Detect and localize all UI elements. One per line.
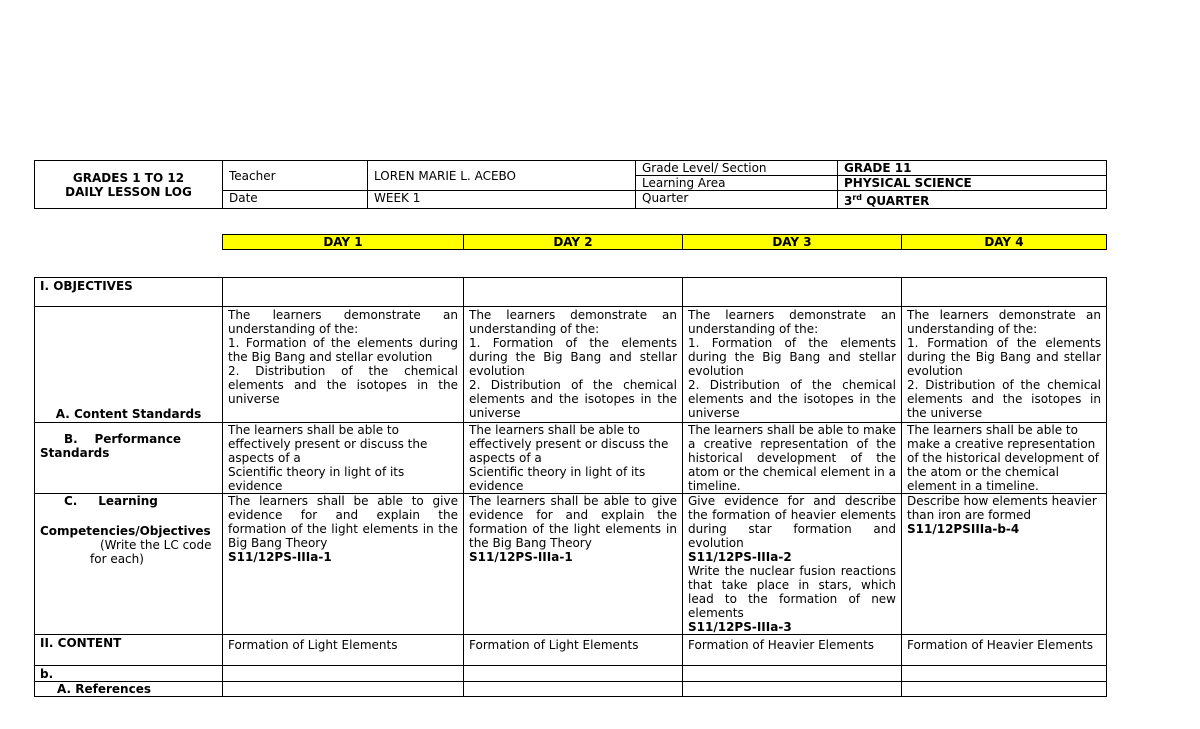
- lc-code: S11/12PS-IIIa-2: [688, 550, 792, 564]
- performance-standards-day-4: [902, 423, 1107, 494]
- day-3-header: DAY 3: [683, 235, 902, 250]
- day-4-header: DAY 4: [902, 235, 1107, 250]
- lc-line3: (Write the LC code: [100, 538, 212, 552]
- ps-line: evidence: [469, 479, 524, 493]
- row-b-day-3: [683, 666, 902, 682]
- ps-word2: Standards: [40, 446, 110, 460]
- ps-letter: B.: [64, 432, 78, 446]
- row-b-day-1: [223, 666, 464, 682]
- competencies-day-1: [223, 494, 464, 635]
- ps-line: Scientific theory in light of its: [469, 465, 646, 479]
- lc-code: S11/12PS-IIIa-1: [228, 550, 332, 564]
- area-label: Learning Area: [636, 176, 838, 191]
- competencies-day-2: [464, 494, 683, 635]
- lesson-log-header: [34, 160, 1107, 209]
- lc-word: Learning: [98, 494, 158, 508]
- day-1-header: DAY 1: [223, 235, 464, 250]
- ps-line: aspects of a: [228, 451, 301, 465]
- references-day-2: [464, 682, 683, 697]
- references-day-3: [683, 682, 902, 697]
- ps-line: The learners shall be able to: [907, 423, 1078, 437]
- ps-line: The learners shall be able to: [228, 423, 399, 437]
- teacher-label: Teacher: [223, 161, 368, 191]
- quarter-number: 3: [844, 194, 853, 208]
- competencies-label: [35, 494, 223, 635]
- quarter-rest: QUARTER: [862, 194, 930, 208]
- cs-line: 1. Formation of the elements during the Big Bang and stellar evolution: [469, 336, 677, 378]
- content-standards-day-2: [464, 307, 683, 423]
- lc-text: Write the nuclear fusion reactions that take place in stars, which lead to the formation of new elements: [688, 564, 896, 620]
- ps-line: The learners shall be able to make a creative representation of the historical development of the atom or the chemical element in a timeline.: [688, 423, 896, 493]
- lc-code: S11/12PSIIIa-b-4: [907, 522, 1020, 536]
- references-label: A. References: [35, 682, 223, 697]
- row-b-label: b.: [35, 666, 223, 682]
- day-2-header: DAY 2: [464, 235, 683, 250]
- ps-line: Scientific theory in light of its: [228, 465, 405, 479]
- objectives-day-1: [223, 278, 464, 307]
- grade-value: GRADE 11: [838, 161, 1107, 176]
- ps-line: effectively present or discuss the: [228, 437, 428, 451]
- performance-standards-row: [35, 423, 1107, 494]
- content-day-4: Formation of Heavier Elements: [902, 635, 1107, 666]
- lc-line2: Competencies/Objectives: [40, 524, 211, 538]
- ps-line: of the historical development of: [907, 451, 1100, 465]
- cs-line: 1. Formation of the elements during the Big Bang and stellar evolution: [228, 336, 458, 364]
- area-value: PHYSICAL SCIENCE: [838, 176, 1107, 191]
- teacher-value: LOREN MARIE L. ACEBO: [368, 161, 636, 191]
- lc-text: The learners shall be able to give evidence for and explain the formation of the light elements in the Big Bang Theory: [469, 494, 677, 550]
- content-row: [35, 635, 1107, 666]
- ps-line: make a creative representation: [907, 437, 1096, 451]
- content-standards-label: A. Content Standards: [35, 307, 223, 423]
- objectives-day-4: [902, 278, 1107, 307]
- title-line-1: GRADES 1 TO 12: [72, 170, 185, 185]
- lc-text: Describe how elements heavier than iron are formed: [907, 494, 1097, 522]
- cs-line: 1. Formation of the elements during the Big Bang and stellar evolution: [688, 336, 896, 378]
- competencies-day-4: [902, 494, 1107, 635]
- document-title: [35, 161, 223, 209]
- competencies-row: [35, 494, 1107, 635]
- lc-text: The learners shall be able to give evidence for and explain the formation of the light elements in the Big Bang Theory: [228, 494, 458, 550]
- ps-line: evidence: [228, 479, 283, 493]
- performance-standards-day-1: [223, 423, 464, 494]
- references-row: [35, 682, 1107, 697]
- references-day-4: [902, 682, 1107, 697]
- row-b: [35, 666, 1107, 682]
- lc-line4: for each): [90, 552, 144, 566]
- competencies-day-3: [683, 494, 902, 635]
- ps-word1: Performance: [94, 432, 182, 446]
- ps-line: effectively present or discuss the: [469, 437, 669, 451]
- performance-standards-label: [35, 423, 223, 494]
- day-header-bar: [222, 234, 1107, 250]
- cs-line: 2. Distribution of the chemical elements and the isotopes in the universe: [907, 378, 1101, 420]
- ps-line: element in a timeline.: [907, 479, 1039, 493]
- content-heading: II. CONTENT: [35, 635, 223, 666]
- ps-line: the atom or the chemical: [907, 465, 1059, 479]
- objectives-day-3: [683, 278, 902, 307]
- content-standards-day-4: [902, 307, 1107, 423]
- content-standards-row: [35, 307, 1107, 423]
- ps-line: The learners shall be able to: [469, 423, 640, 437]
- cs-line: The learners demonstrate an understanding of the:: [469, 308, 677, 336]
- cs-line: 2. Distribution of the chemical elements and the isotopes in the universe: [228, 364, 458, 406]
- cs-line: The learners demonstrate an understanding of the:: [907, 308, 1101, 336]
- content-standards-day-3: [683, 307, 902, 423]
- lc-text: Give evidence for and describe the formation of heavier elements during star formation and evolution: [688, 494, 896, 550]
- lc-code: S11/12PS-IIIa-3: [688, 620, 792, 634]
- ps-line: aspects of a: [469, 451, 542, 465]
- grade-label: Grade Level/ Section: [636, 161, 838, 176]
- cs-line: The learners demonstrate an understanding of the:: [228, 308, 458, 336]
- lesson-plan-table: [34, 277, 1107, 697]
- title-line-2: DAILY LESSON LOG: [65, 184, 192, 199]
- content-day-3: Formation of Heavier Elements: [683, 635, 902, 666]
- date-value: WEEK 1: [368, 191, 636, 209]
- lc-letter: C.: [64, 494, 78, 508]
- cs-line: 2. Distribution of the chemical elements and the isotopes in the universe: [688, 378, 896, 420]
- references-day-1: [223, 682, 464, 697]
- objectives-row: [35, 278, 1107, 307]
- row-b-day-4: [902, 666, 1107, 682]
- quarter-label: Quarter: [636, 191, 838, 209]
- cs-line: 1. Formation of the elements during the Big Bang and stellar evolution: [907, 336, 1101, 378]
- performance-standards-day-2: [464, 423, 683, 494]
- row-b-day-2: [464, 666, 683, 682]
- lc-code: S11/12PS-IIIa-1: [469, 550, 573, 564]
- cs-line: The learners demonstrate an understanding of the:: [688, 308, 896, 336]
- objectives-day-2: [464, 278, 683, 307]
- content-day-1: Formation of Light Elements: [223, 635, 464, 666]
- quarter-suffix: rd: [852, 193, 863, 202]
- cs-line: 2. Distribution of the chemical elements and the isotopes in the universe: [469, 378, 677, 420]
- performance-standards-day-3: [683, 423, 902, 494]
- date-label: Date: [223, 191, 368, 209]
- content-day-2: Formation of Light Elements: [464, 635, 683, 666]
- quarter-value: [838, 191, 1107, 209]
- content-standards-day-1: [223, 307, 464, 423]
- objectives-heading: I. OBJECTIVES: [35, 278, 223, 307]
